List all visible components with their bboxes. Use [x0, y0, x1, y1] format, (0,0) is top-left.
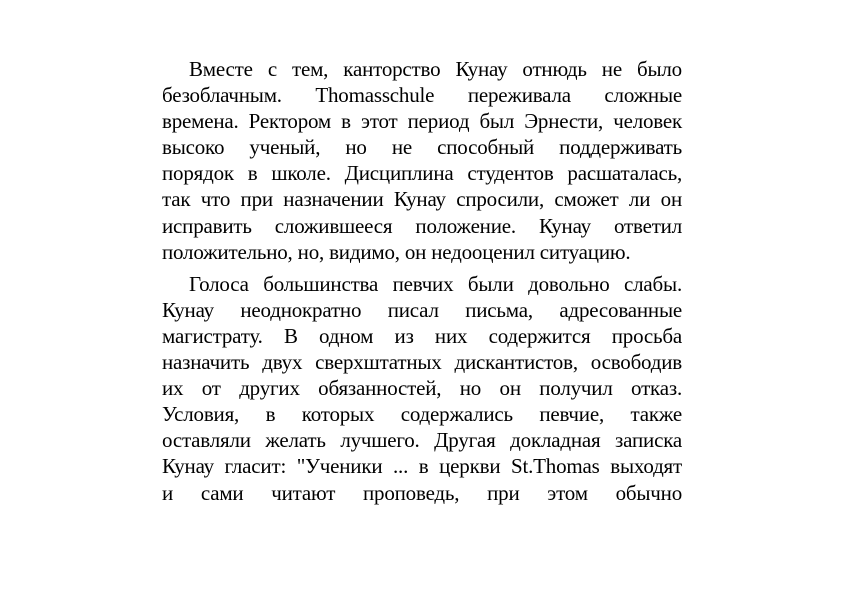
paragraph [162, 56, 682, 265]
text-line: положительно, но, видимо, он недооценил ситуацию. [162, 239, 631, 264]
text-line: порядок в школе. Дисциплина студентов расшаталась, [162, 161, 682, 186]
paragraph [162, 271, 682, 506]
text-line: безоблачным. Thomasschule переживала сложные [162, 83, 682, 108]
text-line: исправить сложившееся положение. Кунау ответил [162, 213, 682, 238]
text-line: Условия, в которых содержались певчие, также [162, 402, 682, 427]
text-line: Голоса большинства певчих были довольно слабы. [189, 271, 682, 296]
text-line: Кунау неоднократно писал письма, адресованные [162, 297, 682, 322]
text-line: времена. Ректором в этот период был Эрнести, человек [162, 109, 682, 134]
text-line: и сами читают проповедь, при этом обычно [162, 480, 682, 505]
text-line: Вместе с тем, канторство Кунау отнюдь не было [189, 57, 682, 81]
text-line: магистрату. В одном из них содержится просьба [162, 323, 682, 348]
text-line: назначить двух сверхштатных дискантистов, освободив [162, 350, 682, 375]
text-line: Кунау гласит: "Ученики ... в церкви St.Thomas выходят [162, 454, 682, 479]
text-line: их от других обязанностей, но он получил отказ. [162, 376, 682, 401]
text-line: оставляли желать лучшего. Другая докладная записка [162, 428, 682, 453]
text-line: так что при назначении Кунау спросили, сможет ли он [162, 187, 682, 212]
text-line: высоко ученый, но не способный поддерживать [162, 135, 682, 160]
body-text [162, 56, 682, 506]
